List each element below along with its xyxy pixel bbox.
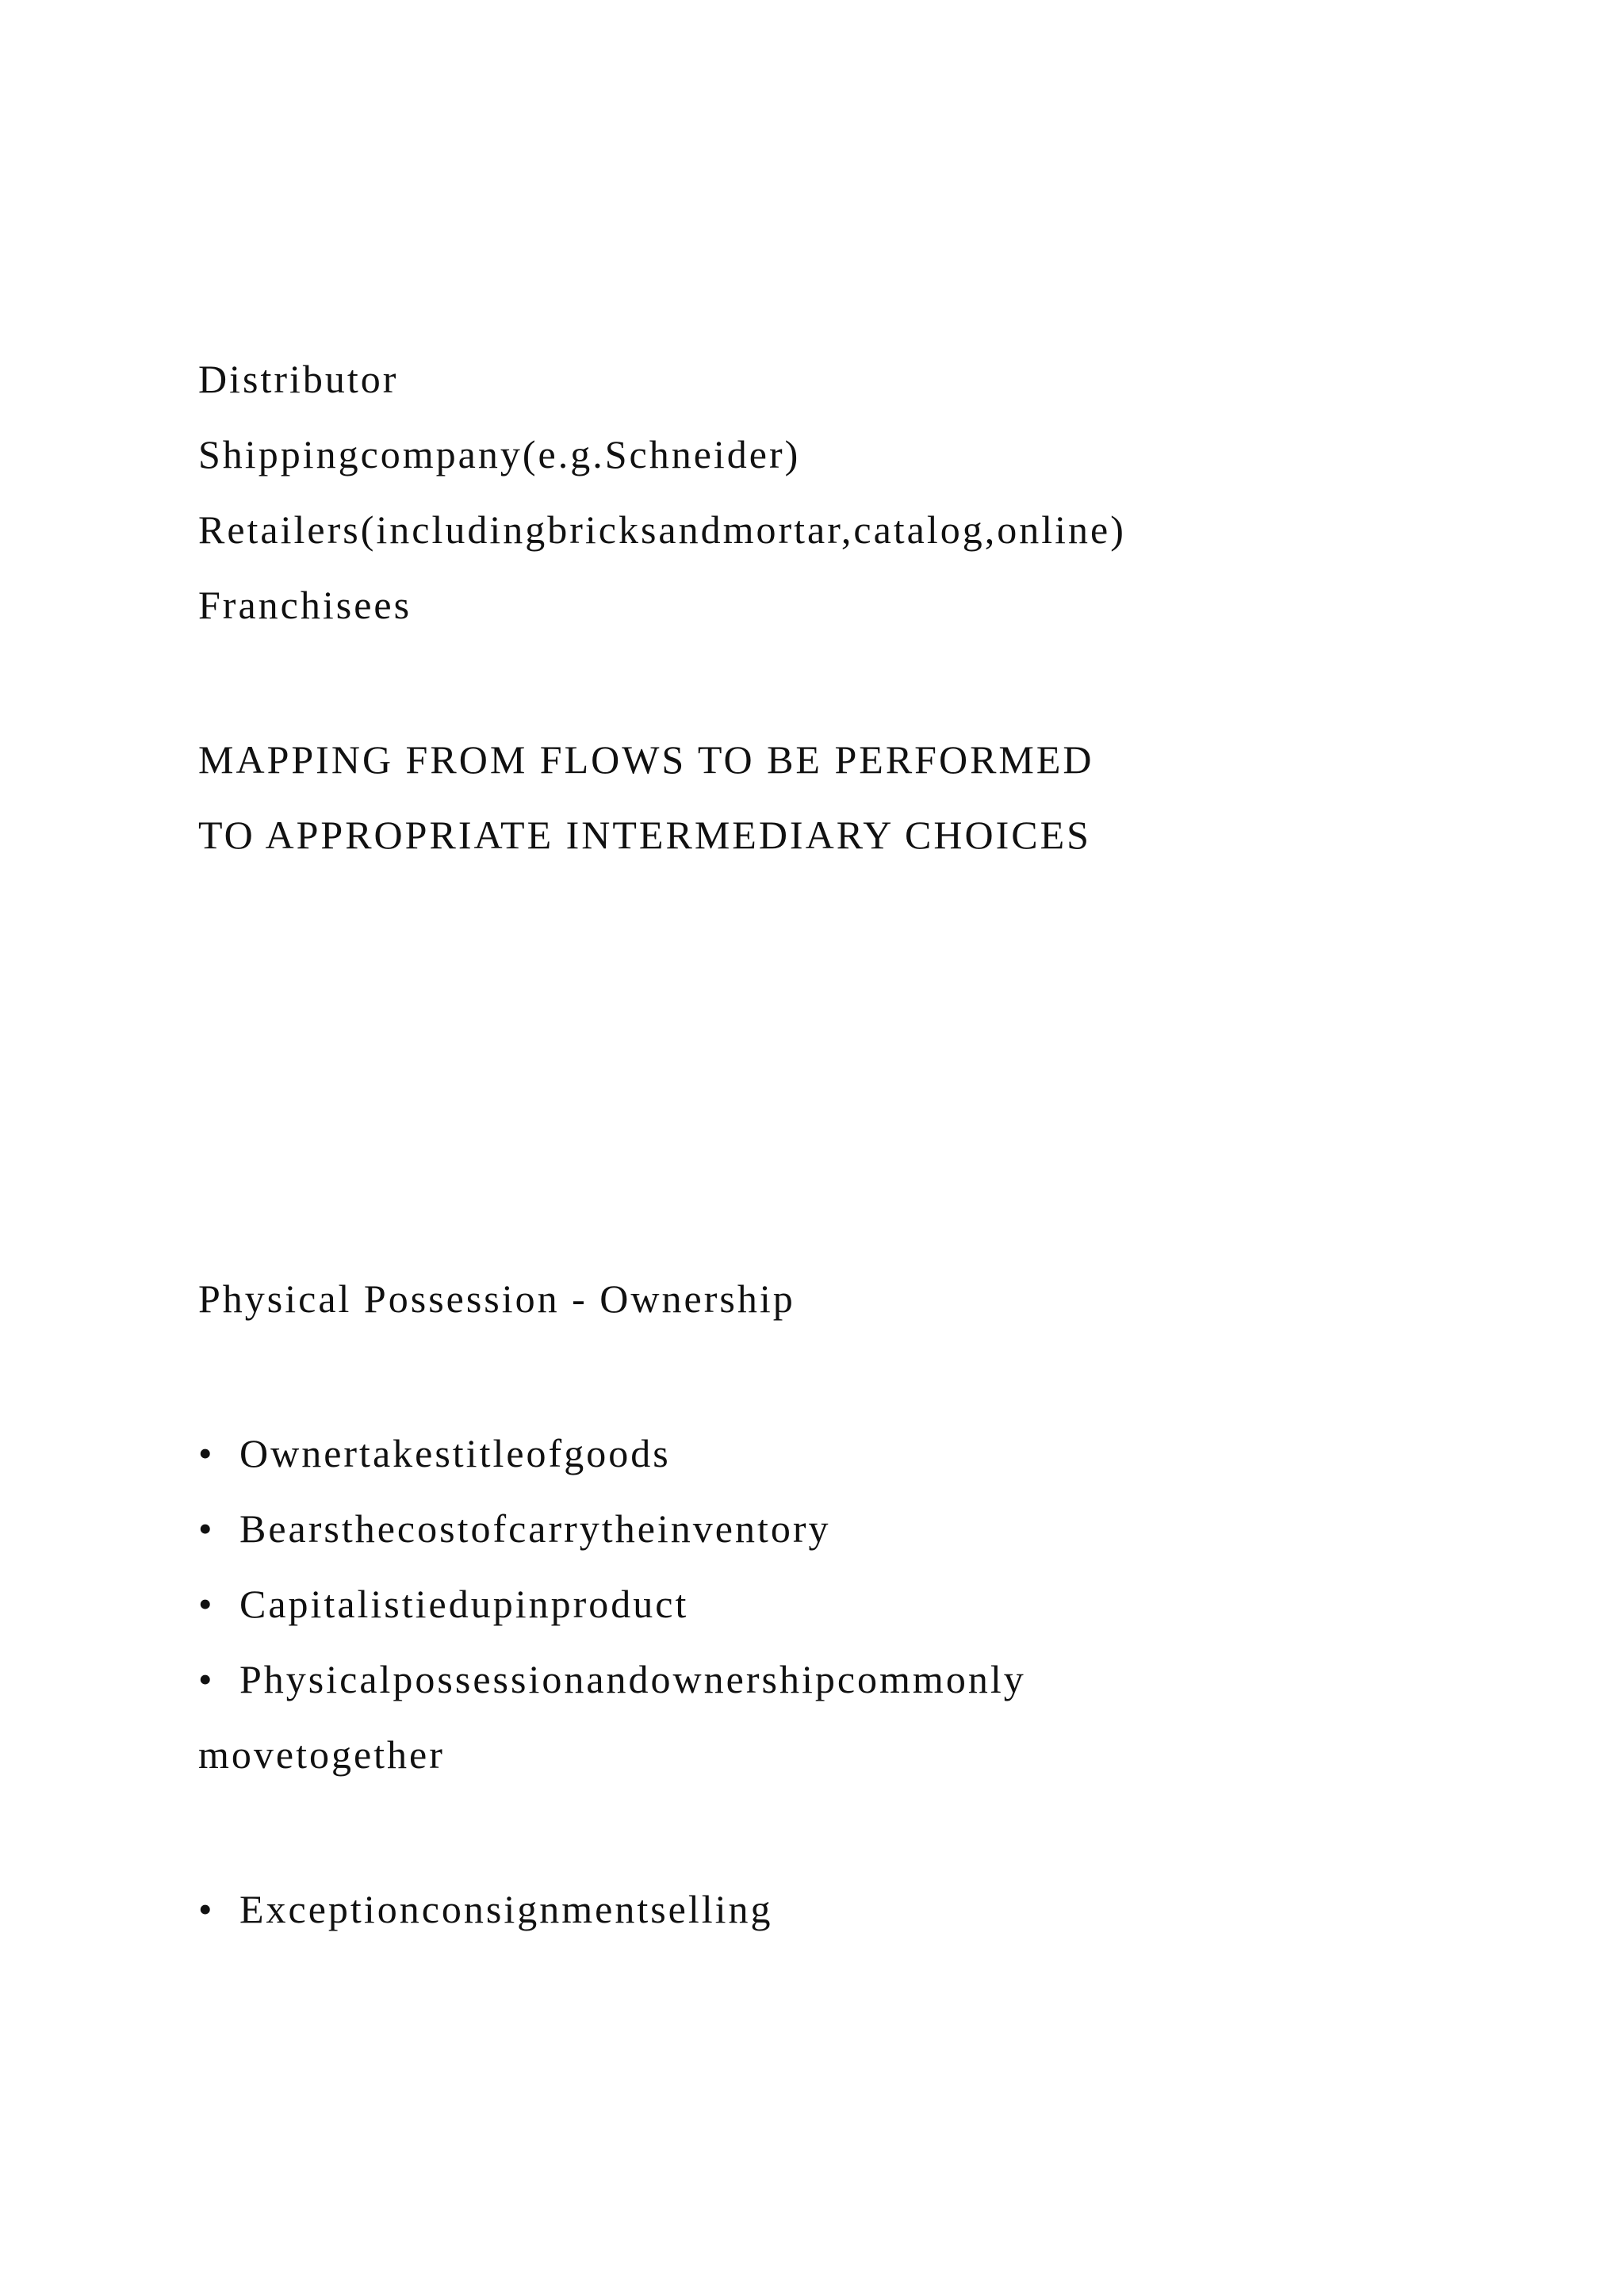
bullet-item	[198, 1505, 831, 1552]
section-title: Physical Possession - Ownership	[198, 1276, 795, 1321]
bullet-icon: •	[198, 1506, 215, 1551]
bullet-item	[198, 1885, 773, 1933]
bullet-item	[198, 1580, 688, 1628]
heading-line-1: MAPPING FROM FLOWS TO BE PERFORMED	[198, 737, 1094, 782]
heading-line-2: TO APPROPRIATE INTERMEDIARY CHOICES	[198, 813, 1091, 857]
bullet-continuation: movetogether	[198, 1732, 445, 1777]
intermediary-franchisees: Franchisees	[198, 583, 412, 627]
bullet-text: Bearsthecostofcarrytheinventory	[239, 1506, 831, 1551]
bullet-icon: •	[198, 1582, 215, 1626]
bullet-text: Exceptionconsignmentselling	[239, 1887, 773, 1931]
bullet-text: Ownertakestitleofgoods	[239, 1431, 671, 1475]
bullet-icon: •	[198, 1657, 215, 1701]
bullet-item	[198, 1429, 671, 1477]
bullet-text: Physicalpossessionandownershipcommonly	[239, 1657, 1026, 1701]
bullet-icon: •	[198, 1887, 215, 1931]
bullet-item	[198, 1655, 1026, 1703]
bullet-icon: •	[198, 1431, 215, 1475]
intermediary-shipping-company: Shippingcompany(e.g.Schneider)	[198, 432, 801, 476]
intermediary-retailers: Retailers(includingbricksandmortar,catalog,online)	[198, 507, 1126, 552]
intermediary-distributor: Distributor	[198, 357, 399, 401]
bullet-text: Capitalistiedupinproduct	[239, 1582, 689, 1626]
